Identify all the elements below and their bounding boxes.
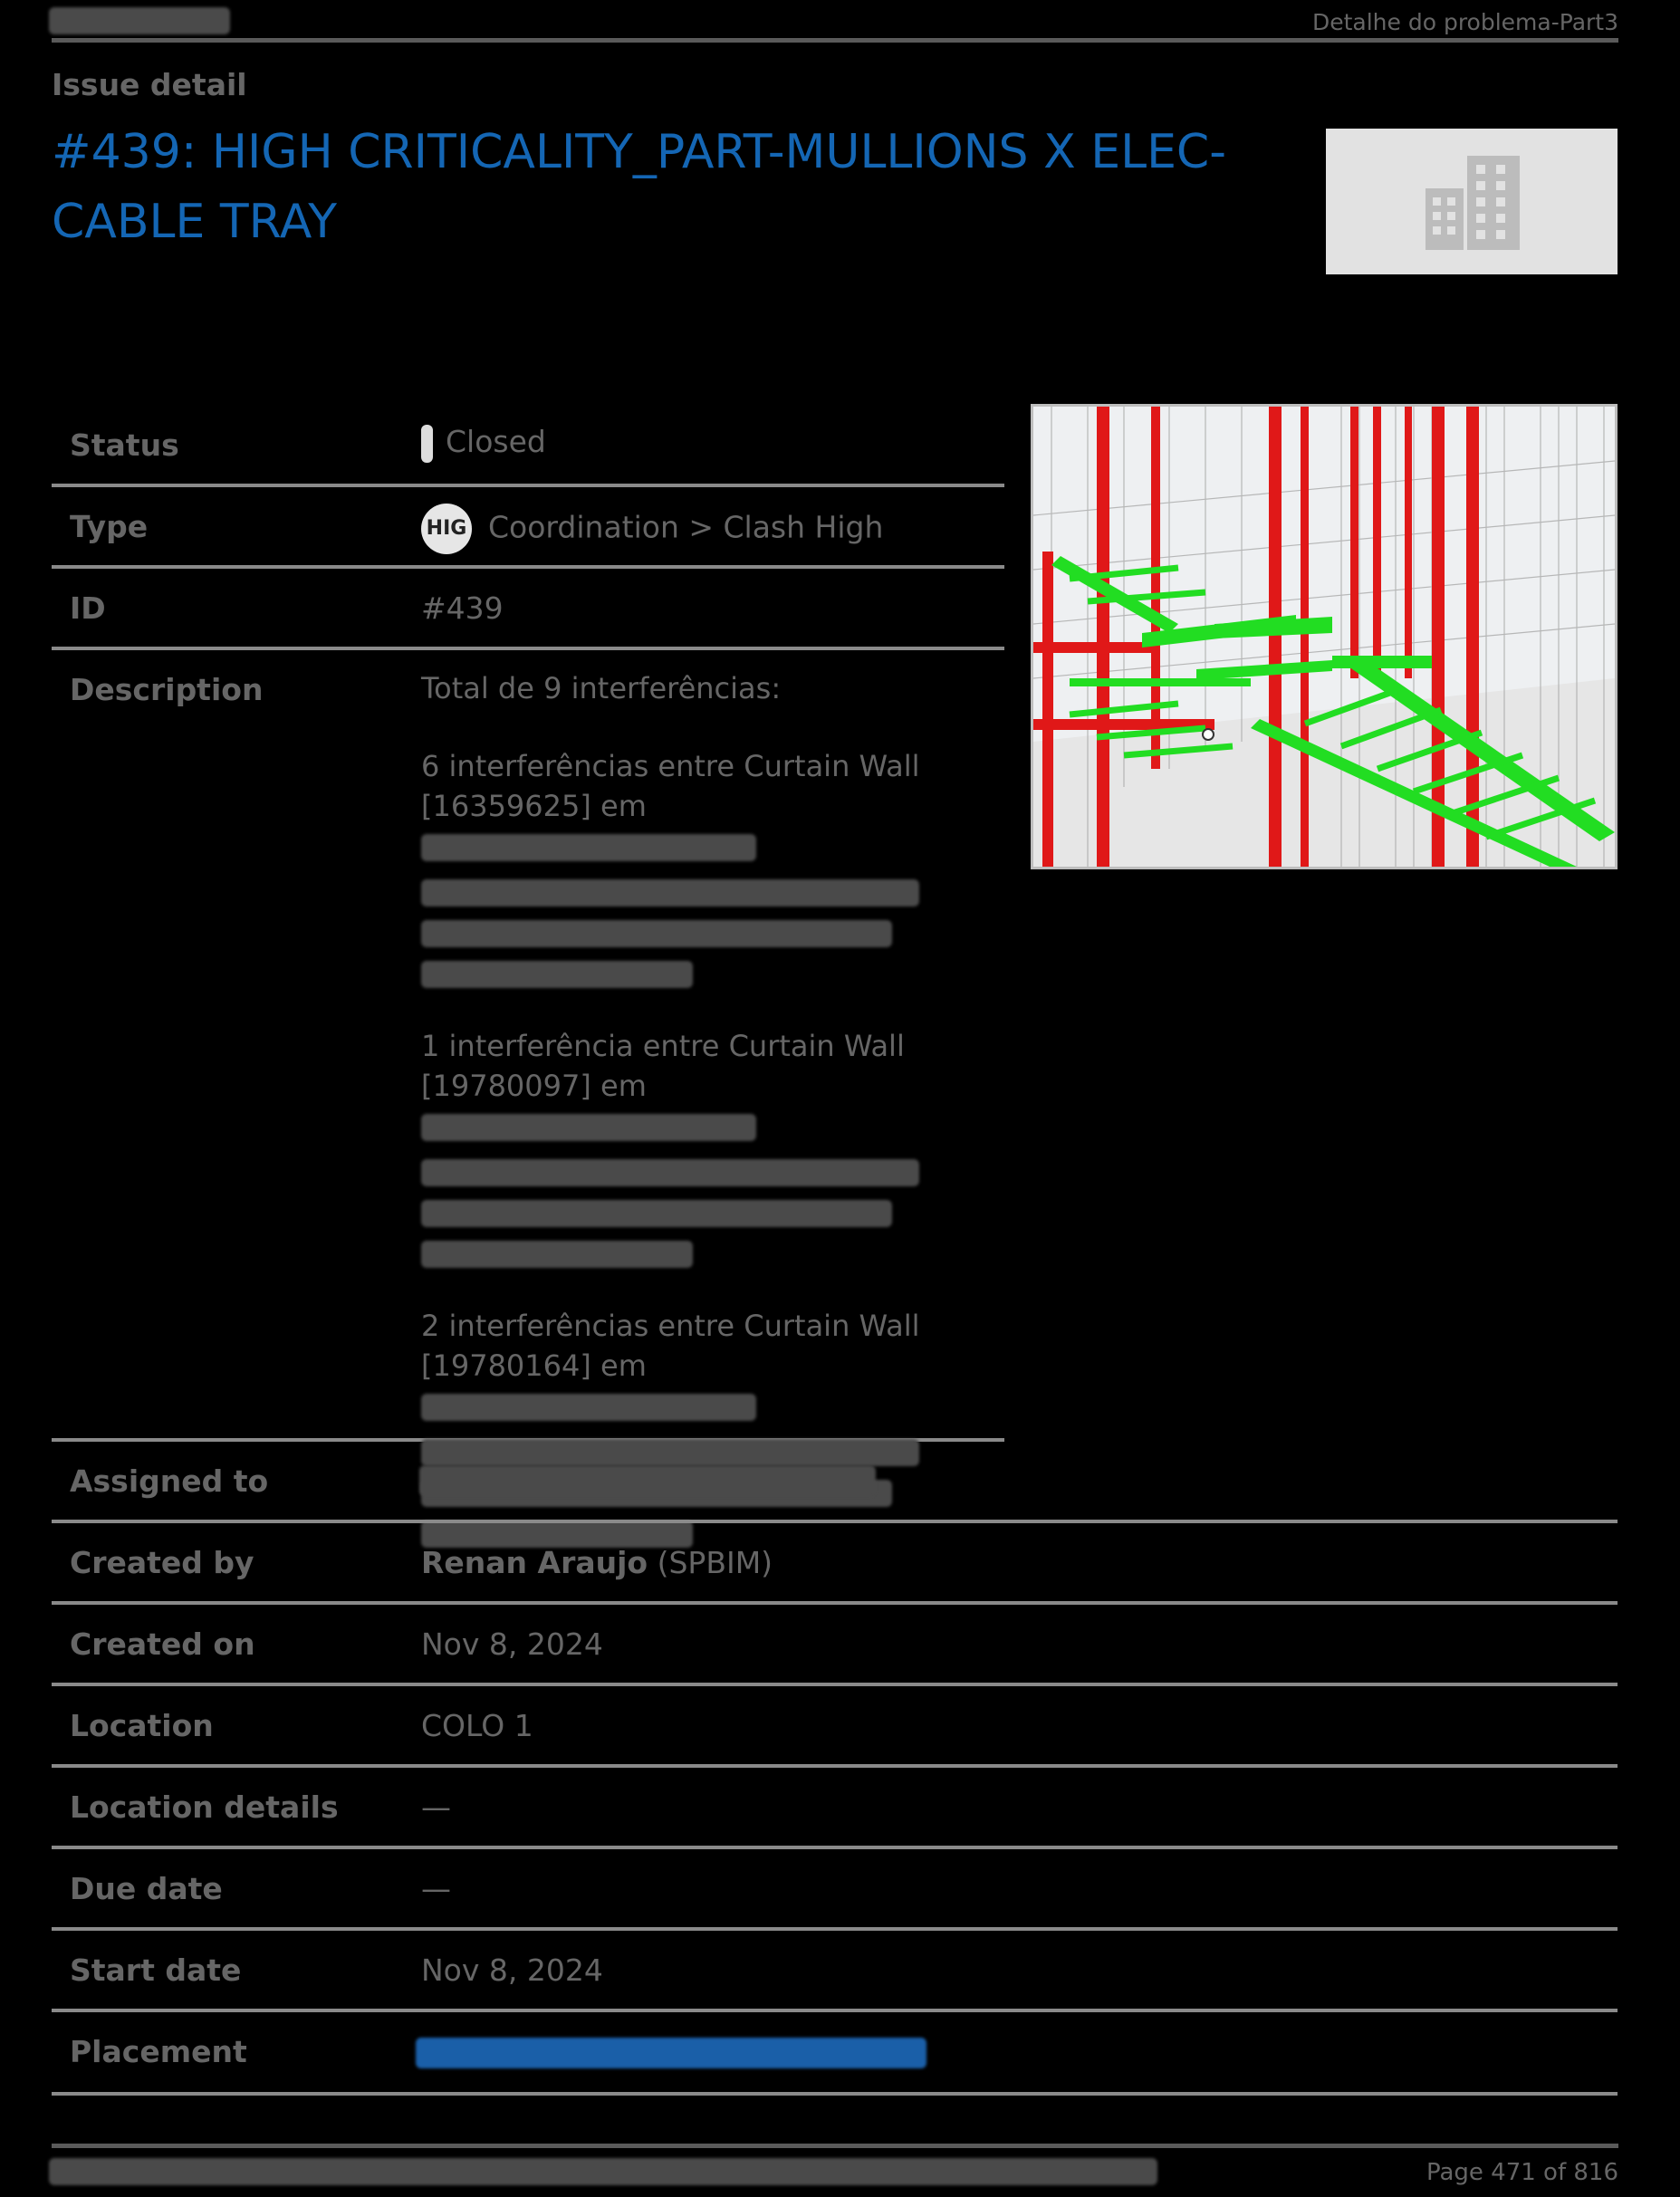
assigned-to-row (52, 1442, 1618, 1523)
type-label: Type (70, 509, 149, 544)
created-on-label: Created on (70, 1626, 255, 1662)
creator-name: Renan Araujo (421, 1545, 648, 1580)
issue-title: #439: HIGH CRITICALITY_PART-MULLIONS X ELEC-CABLE TRAY (52, 125, 1227, 249)
start-date-label: Start date (70, 1952, 242, 1988)
created-on-row (52, 1605, 1618, 1686)
location-row (52, 1686, 1618, 1768)
created-by-label: Created by (70, 1545, 254, 1580)
location-label: Location (70, 1708, 214, 1743)
creator-org: (SPBIM) (657, 1545, 773, 1580)
footer-divider (52, 2144, 1618, 2148)
type-value: Coordination > Clash High (488, 509, 884, 545)
section-title: Detalhe do problema-Part3 (1311, 9, 1618, 35)
type-row (52, 487, 1004, 569)
due-date-label: Due date (70, 1871, 223, 1906)
assigned-to-label: Assigned to (70, 1463, 269, 1499)
location-value: COLO 1 (421, 1708, 533, 1743)
start-date-value: Nov 8, 2024 (421, 1952, 603, 1988)
description-item: 1 interferência entre Curtain Wall [19780097] em (421, 1026, 983, 1268)
status-value: Closed (446, 424, 546, 459)
status-indicator (421, 425, 433, 463)
description-item: 2 interferências entre Curtain Wall [19780164] em (421, 1306, 983, 1548)
start-date-row (52, 1931, 1618, 2012)
location-details-value: — (421, 1789, 451, 1825)
location-details-row (52, 1768, 1618, 1849)
id-label: ID (70, 590, 106, 626)
description-label: Description (70, 672, 264, 707)
status-label: Status (70, 427, 179, 463)
header-divider (52, 38, 1618, 43)
status-row (52, 404, 1004, 487)
redacted-project-name (49, 7, 230, 34)
building-icon (1426, 156, 1520, 250)
issue-detail-label: Issue detail (52, 67, 247, 102)
description-intro: Total de 9 interferências: (421, 671, 782, 705)
id-value: #439 (421, 590, 504, 626)
description-row (52, 650, 1004, 1442)
id-row (52, 569, 1004, 650)
description-item: 6 interferências entre Curtain Wall [16359625] em (421, 746, 983, 988)
redacted-assignee (419, 1465, 876, 1496)
location-details-label: Location details (70, 1789, 339, 1825)
placement-label: Placement (70, 2034, 247, 2069)
due-date-value: — (421, 1871, 451, 1906)
redacted-footer-text (49, 2158, 1157, 2185)
placement-row (52, 2012, 1618, 2096)
due-date-row (52, 1849, 1618, 1931)
project-thumbnail (1326, 129, 1618, 274)
page-number: Page 471 of 816 (1426, 2159, 1618, 2186)
placement-link[interactable] (416, 2038, 926, 2068)
clash-3d-viewpoint[interactable] (1031, 404, 1618, 869)
created-on-value: Nov 8, 2024 (421, 1626, 603, 1662)
type-badge: HIG (421, 504, 472, 554)
created-by-row (52, 1523, 1618, 1605)
